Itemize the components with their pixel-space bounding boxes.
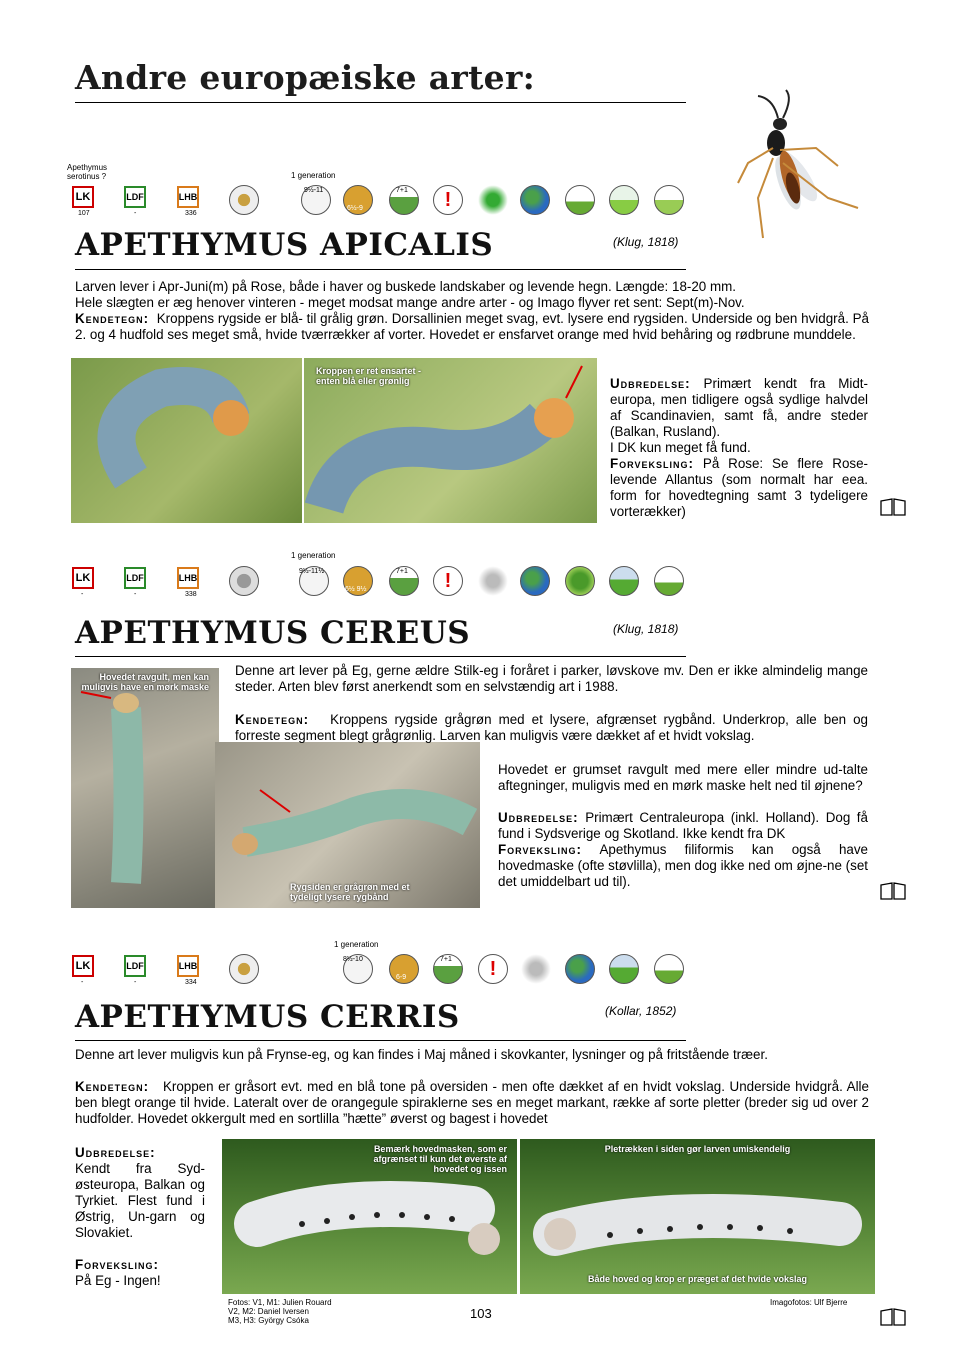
photo-caption: Pletrækken i siden gør larven umiskendelig [604, 1144, 791, 1154]
generation-plus-label: 7+1 [396, 568, 408, 575]
larva-photo [520, 1139, 875, 1294]
section-description: Denne art lever på Eg, gerne ældre Stilk-eg i foråret i parker, løvskove mv. Den er ikke almindelig mange steder. Arten blev først anerkendt som en selvstændig art i 1988. [235, 663, 868, 694]
lk-number: - [81, 591, 84, 598]
larva-photo [222, 1139, 517, 1294]
lhb-number: 336 [185, 210, 197, 217]
species-name: APETHYMUS CERRIS [75, 999, 460, 1035]
generation-plus-label: 7+1 [440, 956, 452, 963]
denmark-map-icon [521, 954, 551, 984]
species-name: APETHYMUS CEREUS [75, 615, 471, 651]
larva-period-label: 6-9 [396, 974, 407, 981]
photo-caption: Hovedet ravgult, men kan muligvis have en mørk maske [81, 672, 209, 692]
generation-label: 1 generation [291, 551, 336, 560]
globe-icon [520, 566, 550, 596]
species-author: (Kollar, 1852) [605, 1004, 677, 1018]
lk-icon: LK [72, 955, 94, 977]
lk-number: 107 [78, 210, 90, 217]
lhb-icon: LHB [177, 186, 199, 208]
udbredelse-block: Udbredelse: Primært kendt fra Midt-europa, men tidligere også sydlige halvdel af Scandinavien, samt få, andre steder (Balkan, Rusland). I DK kun meget få fund. Forveksling: På Rose: Se flere Rose-levende Allantus (som normalt har eea. form for hovedtegning samt 3 tydeligere vorterækker) [610, 376, 868, 519]
forest-icon [565, 566, 595, 596]
section-rule [75, 1040, 686, 1041]
lk-icon: LK [72, 186, 94, 208]
kendetegn-continued: Hovedet er grumset ravgult med mere eller mindre ud-talte aftegninger, muligvis med en mørk maske helt ned til øjnene? Udbredelse: Primært Centraleuropa (inkl. Holland). Dog få fund i Sydsverige og Skotland. Ikke kendt fra DK Forveksling: Apethymus filiformis kan også have hovedmaske (ofte støvlilla), men dog ikke ned om øjne-ne (set det umiddelbart ud til). [498, 762, 868, 889]
globe-icon [565, 954, 595, 984]
ldf-icon: LDF [124, 567, 146, 589]
lhb-number: 338 [185, 591, 197, 598]
larva-period-label: 6½-9 [347, 205, 363, 212]
warning-icon: ! [433, 185, 463, 215]
ldf-number: - [134, 979, 137, 986]
denmark-map-icon [478, 185, 508, 215]
larva-photo [304, 358, 597, 523]
imago-credits: Imagofotos: Ulf Bjerre [770, 1298, 848, 1307]
generation-label: 1 generation [334, 940, 379, 949]
cocoon-icon [229, 954, 259, 984]
lk-icon: LK [72, 567, 94, 589]
book-icon[interactable] [879, 881, 907, 901]
ldf-icon: LDF [124, 186, 146, 208]
globe-icon [520, 185, 550, 215]
page-title: Andre europæiske arter: [75, 58, 536, 97]
ldf-number: - [134, 210, 137, 217]
page-number: 103 [470, 1306, 492, 1321]
title-rule [75, 102, 686, 103]
photo-caption: Både hoved og krop er præget af det hvide vokslag [587, 1274, 808, 1284]
cocoon-icon [229, 185, 259, 215]
meadow-icon [609, 185, 639, 215]
larva-photo [71, 668, 219, 908]
generation-label: 1 generation [291, 171, 336, 180]
book-icon[interactable] [879, 1307, 907, 1327]
species-name: APETHYMUS APICALIS [75, 227, 494, 263]
book-icon[interactable] [879, 497, 907, 517]
lhb-icon: LHB [177, 567, 199, 589]
warning-icon: ! [478, 954, 508, 984]
flight-period-label: 9½-11 [304, 187, 324, 194]
tree-habitat-icon [565, 185, 595, 215]
udbredelse-block: Udbredelse: Kendt fra Syd-østeuropa, Balkan og Tyrkiet. Flest fund i Østrig, Un-garn og Slovakiet. Forveksling: På Eg - Ingen! [75, 1145, 205, 1288]
photo-caption: Kroppen er ret ensartet - enten blå eller grønlig [316, 366, 422, 386]
photo-caption: Rygsiden er grågrøn med et tydeligt lysere rygbånd [290, 882, 410, 902]
kendetegn-block: Kendetegn: Kroppens rygside grågrøn med et lysere, afgrænset rygbånd. Underkrop, alle ben og forreste segment blegt grågrønlig. Larven kan muligvis være dækket af et hvidt vokslag. [235, 712, 868, 743]
section-rule [75, 269, 686, 270]
ldf-number: - [134, 591, 137, 598]
larva-photo [71, 358, 302, 523]
larva-period-label: 6½ 9½ [345, 586, 367, 593]
species-author: (Klug, 1818) [613, 622, 679, 636]
lk-number: - [81, 979, 84, 986]
section-rule [75, 656, 686, 657]
flight-period-label: 8½-10 [343, 956, 363, 963]
cocoon-icon [229, 566, 259, 596]
lhb-number: 334 [185, 979, 197, 986]
ldf-icon: LDF [124, 955, 146, 977]
denmark-map-icon [478, 566, 508, 596]
woodland-icon [609, 954, 639, 984]
warning-icon: ! [433, 566, 463, 596]
species-note: Apethymus serotinus ? [67, 163, 108, 181]
flight-period-label: 9½-11½ [299, 568, 325, 575]
section-description: Larven lever i Apr-Juni(m) på Rose, både i haver og buskede landskaber og levende hegn. Længde: 18-20 mm. Hele slægten er æg henover vinteren - meget modsat mange andre arter - og Imago flyver ret sent: Sept(m)-Nov. Kendetegn: Kroppens rygside er blå- til grålig grøn. Dorsallinien meget svag, evt. lysere end rygsiden. Underside og ben hvidgrå. På 2. og 4 hudfold ses meget små, hvide tværrækker af vorter. Hovedet er ensfarvet orange med hvid behåring og rødbrune munddele. [75, 279, 869, 342]
lhb-icon: LHB [177, 955, 199, 977]
hedge-icon [654, 185, 684, 215]
sawfly-adult-image [718, 88, 868, 248]
generation-plus-label: 7+1 [396, 187, 408, 194]
woodland-icon [609, 566, 639, 596]
species-author: (Klug, 1818) [613, 235, 679, 249]
section-description: Denne art lever muligvis kun på Frynse-eg, og kan findes i Maj måned i skovkanter, lysninger og på fritstående træer. Kendetegn: Kroppen er gråsort evt. med en blå tone på oversiden - men ofte dækket af en hvidt vokslag. Underside hvidgrå. Alle ben blegt orange til hvide. Lateralt over de orangegule spiraklerne ses en meget markant, række af sorte pletter (breder sig ud over 2 hudfolder. Hovedet okkergult med en sortlilla ”hætte” øverst og bagest i hovedet [75, 1047, 869, 1126]
photo-credits: Fotos: V1, M1: Julien Rouard V2, M2: Daniel Iversen M3, H3: György Csóka [228, 1298, 332, 1325]
tree-habitat-icon [654, 566, 684, 596]
larva-photo [215, 742, 480, 908]
photo-caption: Bemærk hovedmasken, som er afgrænset til kun det øverste af hovedet og issen [373, 1144, 507, 1174]
tree-habitat-icon [654, 954, 684, 984]
